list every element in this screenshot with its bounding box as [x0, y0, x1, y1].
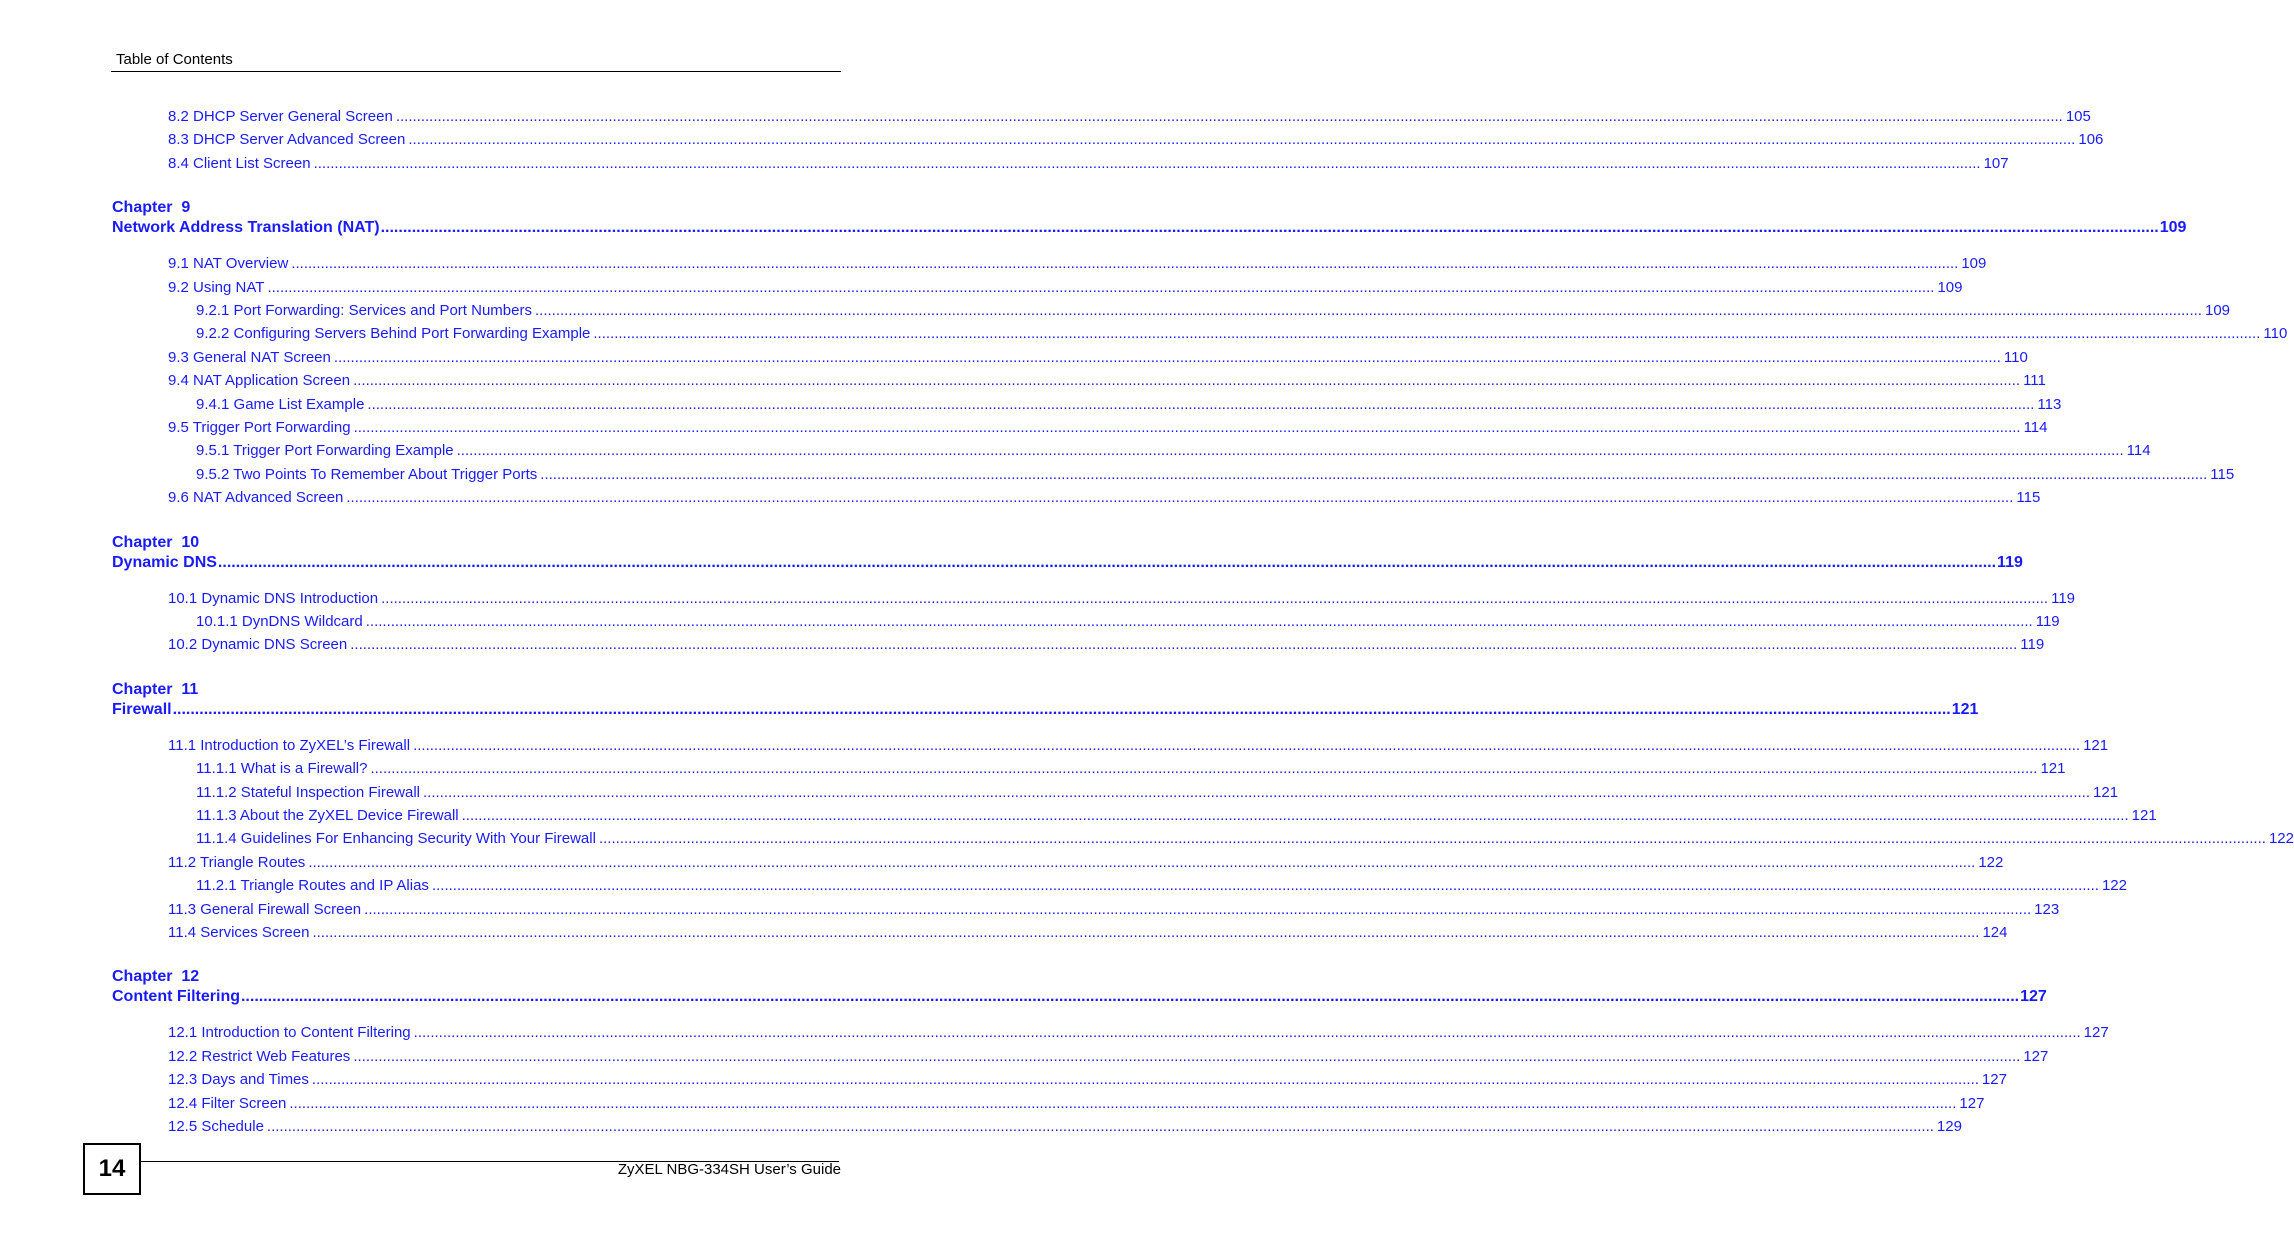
toc-entry[interactable] — [168, 1047, 2049, 1066]
entry-title: 9.1 NAT Overview — [168, 255, 289, 273]
page-ref: 124 — [1982, 924, 2008, 941]
toc-entry[interactable] — [196, 325, 2288, 343]
page-ref: 123 — [2034, 900, 2060, 918]
page-ref: 121 — [1951, 700, 1979, 718]
entry-title: 11.4 Services Screen — [168, 924, 310, 941]
toc-entry[interactable] — [168, 589, 2076, 608]
entry-title: 9.5.2 Two Points To Remember About Trigger Ports — [196, 465, 538, 483]
entry-title: 11.1.2 Stateful Inspection Firewall — [196, 783, 421, 801]
chapter-entry[interactable] — [112, 553, 2023, 572]
page-ref: 122 — [1978, 853, 2004, 871]
chapter-label: Chapter 9 — [112, 199, 191, 217]
dot-leader: ................................................................................................................................................................................................................................................................................................................................................................................................................ — [367, 395, 2035, 413]
chapter-title: Network Address Translation (NAT) — [112, 219, 380, 237]
toc-entry[interactable] — [168, 348, 2028, 367]
entry-title: 11.1 Introduction to ZyXEL’s Firewall — [168, 736, 411, 754]
dot-leader: ................................................................................................................................................................................................................................................................................................................................................................................................................ — [365, 613, 2033, 630]
page-ref: 129 — [1936, 1118, 1962, 1135]
page-ref: 109 — [1937, 278, 1963, 296]
toc-entry[interactable] — [168, 1024, 2109, 1042]
entry-title: 8.3 DHCP Server Advanced Screen — [168, 131, 406, 149]
page-ref: 127 — [2020, 988, 2047, 1006]
toc-entry[interactable] — [168, 1118, 1962, 1136]
dot-leader: ................................................................................................................................................................................................................................................................................................................................................................................................................ — [431, 877, 2099, 895]
page-ref: 121 — [2093, 783, 2119, 801]
entry-title: 9.5.1 Trigger Port Forwarding Example — [196, 442, 454, 460]
toc-entry[interactable] — [168, 636, 2045, 654]
dot-leader: ................................................................................................................................................................................................................................................................................................................................................................................................................ — [364, 900, 2032, 918]
chapter-title: Dynamic DNS — [112, 553, 217, 571]
page-ref: 121 — [2040, 760, 2066, 778]
dot-leader: ................................................................................................................................................................................................................................................................................................................................................................................................................ — [350, 636, 2018, 654]
chapter-label: Chapter 11 — [112, 680, 199, 698]
chapter-title: Content Filtering — [112, 988, 240, 1006]
toc-entry[interactable] — [168, 736, 2109, 755]
dot-leader: ................................................................................................................................................................................................................................................................................................................................................................................................................ — [593, 325, 2261, 343]
page-ref: 119 — [1997, 553, 2023, 571]
entry-title: 11.1.4 Guidelines For Enhancing Security With Your Firewall — [196, 830, 596, 848]
dot-leader: ................................................................................................................................................................................................................................................................................................................................................................................................................ — [346, 489, 2014, 507]
toc-entry[interactable] — [196, 783, 2119, 802]
dot-leader: ................................................................................................................................................................................................................................................................................................................................................................................................................ — [598, 830, 2266, 848]
page-ref: 127 — [2023, 1047, 2049, 1065]
entry-title: 11.2 Triangle Routes — [168, 853, 306, 871]
entry-title: 9.2 Using NAT — [168, 278, 265, 296]
dot-leader: ................................................................................................................................................................................................................................................................................................................................................................................................................ — [381, 589, 2049, 607]
page-ref: 122 — [2268, 830, 2294, 848]
toc-entry[interactable] — [168, 278, 1963, 297]
toc-entry[interactable] — [196, 830, 2294, 848]
dot-leader: ................................................................................................................................................................................................................................................................................................................................................................................................................ — [266, 1118, 1934, 1135]
page-ref: 119 — [2020, 636, 2045, 654]
dot-leader: ................................................................................................................................................................................................................................................................................................................................................................................................................ — [370, 760, 2038, 778]
toc-entry[interactable] — [196, 613, 2060, 631]
toc-entry[interactable] — [196, 807, 2157, 825]
toc-entry[interactable] — [168, 154, 2009, 173]
page-ref: 127 — [1981, 1071, 2007, 1089]
page-ref: 109 — [2159, 219, 2187, 237]
page-ref: 115 — [2210, 465, 2235, 483]
entry-title: 11.2.1 Triangle Routes and IP Alias — [196, 877, 429, 895]
page-ref: 114 — [2126, 442, 2151, 460]
entry-title: 9.4 NAT Application Screen — [168, 372, 351, 390]
toc-entry[interactable] — [168, 1071, 2007, 1089]
dot-leader: ................................................................................................................................................................................................................................................................................................................................................................................................................ — [395, 108, 2063, 125]
toc-entry[interactable] — [168, 853, 2004, 872]
dot-leader: ................................................................................................................................................................................................................................................................................................................................................................................................................ — [267, 278, 1935, 296]
toc-entry[interactable] — [168, 419, 2048, 437]
toc-entry[interactable] — [168, 900, 2060, 919]
dot-leader: ................................................................................................................................................................................................................................................................................................................................................................................................................ — [308, 853, 1976, 871]
page-ref: 113 — [2037, 395, 2062, 413]
dot-leader: ................................................................................................................................................................................................................................................................................................................................................................................................................ — [217, 553, 1997, 571]
dot-leader: ................................................................................................................................................................................................................................................................................................................................................................................................................ — [353, 1047, 2021, 1065]
dot-leader: ................................................................................................................................................................................................................................................................................................................................................................................................................ — [291, 255, 1959, 273]
entry-title: 8.4 Client List Screen — [168, 154, 311, 172]
page-ref: 110 — [2003, 348, 2028, 366]
entry-title: 12.5 Schedule — [168, 1118, 264, 1135]
page-ref: 107 — [1983, 154, 2009, 172]
dot-leader: ................................................................................................................................................................................................................................................................................................................................................................................................................ — [380, 219, 2159, 237]
entry-title: 9.6 NAT Advanced Screen — [168, 489, 344, 507]
entry-title: 10.1.1 DynDNS Wildcard — [196, 613, 363, 630]
page-ref: 119 — [2051, 589, 2076, 607]
dot-leader: ................................................................................................................................................................................................................................................................................................................................................................................................................ — [311, 1071, 1979, 1089]
page-ref: 127 — [2083, 1024, 2109, 1042]
entry-title: 9.5 Trigger Port Forwarding — [168, 419, 351, 436]
entry-title: 8.2 DHCP Server General Screen — [168, 108, 393, 125]
page-ref: 110 — [2263, 325, 2288, 343]
toc-entry[interactable] — [196, 395, 2062, 414]
entry-title: 12.3 Days and Times — [168, 1071, 309, 1089]
toc-entry[interactable] — [168, 131, 2104, 149]
entry-title: 12.4 Filter Screen — [168, 1094, 287, 1112]
chapter-label: Chapter 10 — [112, 533, 200, 551]
chapter-label: Chapter 12 — [112, 968, 200, 986]
dot-leader: ................................................................................................................................................................................................................................................................................................................................................................................................................ — [353, 372, 2021, 390]
dot-leader: ................................................................................................................................................................................................................................................................................................................................................................................................................ — [456, 442, 2124, 460]
page-ref: 114 — [2023, 419, 2048, 436]
chapter-entry[interactable] — [112, 987, 2047, 1006]
entry-title: 11.1.3 About the ZyXEL Device Firewall — [196, 807, 459, 824]
dot-leader: ................................................................................................................................................................................................................................................................................................................................................................................................................ — [534, 302, 2202, 319]
page-ref: 121 — [2131, 807, 2157, 824]
dot-leader: ................................................................................................................................................................................................................................................................................................................................................................................................................ — [408, 131, 2076, 149]
entry-title: 12.1 Introduction to Content Filtering — [168, 1024, 411, 1042]
chapter-title: Firewall — [112, 700, 172, 718]
dot-leader: ................................................................................................................................................................................................................................................................................................................................................................................................................ — [240, 988, 2020, 1006]
toc-entry[interactable] — [168, 1094, 1985, 1113]
toc-entry[interactable] — [168, 924, 2008, 942]
toc-entry[interactable] — [168, 372, 2046, 390]
page-ref: 111 — [2023, 372, 2046, 390]
dot-leader: ................................................................................................................................................................................................................................................................................................................................................................................................................ — [172, 700, 1951, 718]
dot-leader: ................................................................................................................................................................................................................................................................................................................................................................................................................ — [333, 348, 2001, 366]
entry-title: 10.2 Dynamic DNS Screen — [168, 636, 348, 654]
page-ref: 121 — [2083, 736, 2109, 754]
dot-leader: ................................................................................................................................................................................................................................................................................................................................................................................................................ — [461, 807, 2129, 824]
entry-title: 10.1 Dynamic DNS Introduction — [168, 589, 379, 607]
toc-entry[interactable] — [196, 877, 2127, 895]
entry-title: 9.4.1 Game List Example — [196, 395, 365, 413]
entry-title: 9.3 General NAT Screen — [168, 348, 331, 366]
toc-entry[interactable] — [168, 255, 1987, 273]
toc-entry[interactable] — [168, 489, 2041, 507]
page-number: 14 — [83, 1143, 141, 1195]
entry-title: 9.2.1 Port Forwarding: Services and Port Numbers — [196, 302, 532, 319]
dot-leader: ................................................................................................................................................................................................................................................................................................................................................................................................................ — [540, 465, 2208, 483]
toc-entry[interactable] — [196, 465, 2235, 484]
dot-leader: ................................................................................................................................................................................................................................................................................................................................................................................................................ — [413, 736, 2081, 754]
page-ref: 127 — [1959, 1094, 1985, 1112]
entry-title: 9.2.2 Configuring Servers Behind Port Forwarding Example — [196, 325, 591, 343]
page-ref: 106 — [2078, 131, 2104, 149]
entry-title: 12.2 Restrict Web Features — [168, 1047, 351, 1065]
guide-title: ZyXEL NBG-334SH User’s Guide — [617, 1161, 841, 1178]
chapter-entry[interactable] — [112, 218, 2187, 237]
chapter-entry[interactable] — [112, 700, 1979, 719]
dot-leader: ................................................................................................................................................................................................................................................................................................................................................................................................................ — [423, 783, 2091, 801]
page-ref: 115 — [2016, 489, 2041, 507]
dot-leader: ................................................................................................................................................................................................................................................................................................................................................................................................................ — [353, 419, 2021, 436]
entry-title: 11.3 General Firewall Screen — [168, 900, 362, 918]
page-ref: 122 — [2101, 877, 2127, 895]
page-ref: 105 — [2065, 108, 2091, 125]
dot-leader: ................................................................................................................................................................................................................................................................................................................................................................................................................ — [289, 1094, 1957, 1112]
page-ref: 109 — [2204, 302, 2231, 319]
toc-entry[interactable] — [196, 302, 2231, 320]
dot-leader: ................................................................................................................................................................................................................................................................................................................................................................................................................ — [312, 924, 1980, 941]
toc-entry[interactable] — [168, 108, 2091, 126]
toc-entry[interactable] — [196, 760, 2066, 778]
page-ref: 119 — [2035, 613, 2060, 630]
toc-entry[interactable] — [196, 442, 2151, 460]
dot-leader: ................................................................................................................................................................................................................................................................................................................................................................................................................ — [413, 1024, 2081, 1042]
entry-title: 11.1.1 What is a Firewall? — [196, 760, 368, 778]
dot-leader: ................................................................................................................................................................................................................................................................................................................................................................................................................ — [313, 154, 1981, 172]
header-title: Table of Contents — [116, 51, 233, 68]
page-ref: 109 — [1961, 255, 1987, 273]
